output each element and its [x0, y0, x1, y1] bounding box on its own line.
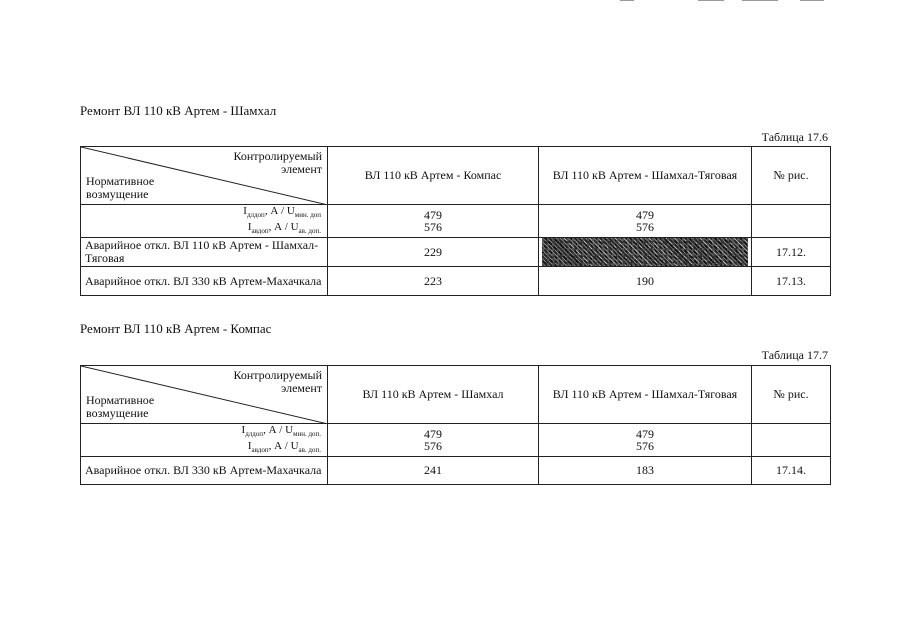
limits-figure [752, 205, 831, 238]
limits-value: 479 576 [328, 424, 539, 457]
scan-mark [742, 0, 778, 1]
table-caption: Таблица 17.7 [761, 348, 828, 362]
section-title: Ремонт ВЛ 110 кВ Артем - Шамхал [80, 103, 277, 118]
figure-number: 17.13. [752, 267, 831, 296]
row-label: Аварийное откл. ВЛ 330 кВ Артем-Махачкала [81, 267, 328, 296]
limits-label: $I_{длдоп}$, А / $U_{мин. доп}$ $I_{авдоп}$, А / $U_{ав. доп.}$ [81, 205, 328, 238]
diagonal-header-cell [81, 366, 328, 424]
controlled-element-label: Контролируемый элемент [233, 368, 322, 395]
figure-number: 17.12. [752, 238, 831, 267]
controlled-element-label: Контролируемый элемент [233, 149, 322, 176]
redacted-scribble [542, 238, 748, 266]
row-value: 229 [328, 238, 539, 267]
limits-label: $I_{длдоп}$, А / $U_{мин. доп.}$ $I_{авдоп}$, А / $U_{ав. доп.}$ [81, 424, 328, 457]
column-header: ВЛ 110 кВ Артем - Шамхал-Тяговая [539, 147, 752, 205]
column-header: ВЛ 110 кВ Артем - Шамхал [328, 366, 539, 424]
diagonal-header-cell [81, 147, 328, 205]
table-row [81, 457, 831, 485]
scan-mark [620, 0, 634, 1]
normative-disturbance-label: Нормативное возмущение [86, 174, 155, 201]
limits-value: 479 576 [539, 424, 752, 457]
row-label: Аварийное откл. ВЛ 330 кВ Артем-Махачкала [81, 457, 328, 485]
row-value: 223 [328, 267, 539, 296]
row-value: 241 [328, 457, 539, 485]
scan-mark [698, 0, 724, 1]
limits-value: 479 576 [328, 205, 539, 238]
normative-disturbance-label: Нормативное возмущение [86, 393, 155, 420]
row-label: Аварийное откл. ВЛ 110 кВ Артем - Шамхал-Тяговая [81, 238, 328, 267]
section-title: Ремонт ВЛ 110 кВ Артем - Компас [80, 321, 272, 336]
table-row [81, 267, 831, 296]
row-value: 183 [539, 457, 752, 485]
limits-row [81, 424, 831, 457]
results-table [80, 365, 831, 485]
column-header: ВЛ 110 кВ Артем - Компас [328, 147, 539, 205]
results-table [80, 146, 831, 296]
figure-number: 17.14. [752, 457, 831, 485]
column-header: ВЛ 110 кВ Артем - Шамхал-Тяговая [539, 366, 752, 424]
table-header-row [81, 147, 831, 205]
row-value: 190 [539, 267, 752, 296]
limits-value: 479 576 [539, 205, 752, 238]
table-row [81, 238, 831, 267]
redacted-cell [539, 238, 752, 267]
scan-mark [800, 0, 824, 1]
table-header-row [81, 366, 831, 424]
column-header: № рис. [752, 147, 831, 205]
column-header: № рис. [752, 366, 831, 424]
limits-figure [752, 424, 831, 457]
limits-row [81, 205, 831, 238]
table-caption: Таблица 17.6 [761, 130, 828, 144]
